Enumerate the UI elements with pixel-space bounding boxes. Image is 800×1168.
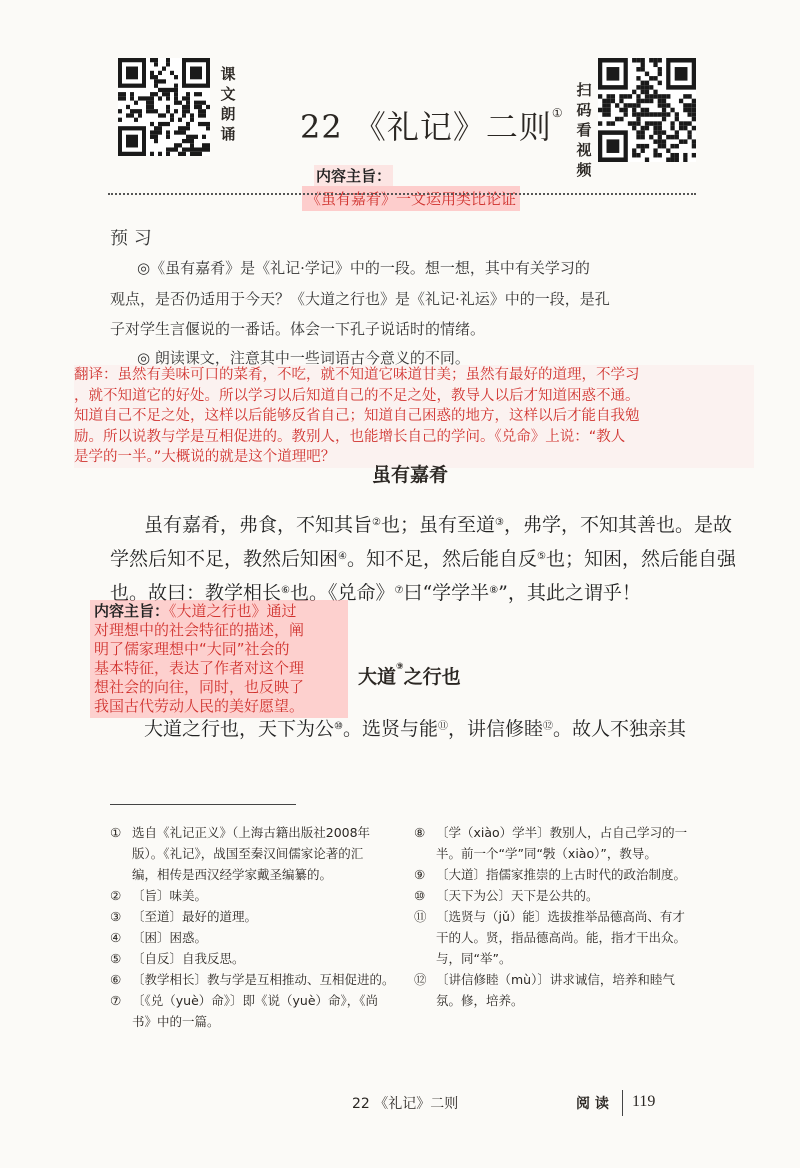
footnote-number: ② [110, 888, 122, 903]
footnote-text: 〔讲信修睦（mù）〕讲求诚信，培养和睦气 氛。修，培养。 [436, 972, 675, 1008]
footnote-item [110, 822, 400, 885]
footnote-number: ⑧ [414, 825, 426, 840]
section-heading-1: 虽有嘉肴 [372, 464, 449, 486]
annotation2-line-4: 基本特征，表达了作者对这个理 [94, 659, 305, 677]
annotation2-line-2: 对理想中的社会特征的描述，阐 [94, 621, 305, 639]
footnote-item [110, 885, 400, 906]
annotation2-line-1: 《大道之行也》通过 [169, 602, 297, 620]
recitation-label: 课 文 朗 诵 [220, 65, 236, 143]
footnote-text: 〔教学相长〕教与学是互相推动、互相促进的。 [132, 972, 395, 987]
annotation-label-1: 内容主旨： [316, 167, 392, 185]
annotation2-line-6: 我国古代劳动人民的美好愿望。 [94, 697, 305, 715]
annotation-block-2 [90, 600, 348, 718]
page-number: 119 [632, 1093, 656, 1110]
footnote-number: ③ [110, 909, 122, 924]
annotation-text-1: 《虽有嘉肴》一文运用类比论证 [302, 186, 520, 211]
footnote-text: 选自《礼记正义》（上海古籍出版社2008年 版）。《礼记》，战国至秦汉间儒家论著的汇 编，相传是西汉经学家戴圣编纂的。 [132, 825, 371, 882]
footnote-number: ⑪ [414, 909, 427, 924]
section1-line-1: 虽有嘉肴，弗食，不知其旨②也；虽有至道③，弗学，不知其善也。是故 [144, 514, 732, 536]
footnote-number: ⑫ [414, 972, 427, 987]
footnote-item [414, 864, 704, 885]
footnote-item [414, 906, 704, 969]
footnote-item [110, 906, 400, 927]
annotation2-line-3: 明了儒家理想中“大同”社会的 [94, 640, 290, 658]
footnote-item [414, 885, 704, 906]
footnote-item [110, 927, 400, 948]
footnote-text: 〔《兑（yuè）命》〕即《说（yuè）命》，《尚 书》中的一篇。 [132, 993, 379, 1029]
translation-line-3: 知道自己不足之处，这样以后能够反省自己；知道自己困惑的地方，这样以后才能自我勉 [74, 408, 640, 424]
translation-line-4: 励。所以说教与学是互相促进的。教别人，也能增长自己的学问。《兑命》上说：“教人 [74, 428, 626, 445]
footnote-number: ⑨ [414, 867, 426, 882]
footnote-number: ④ [110, 930, 122, 945]
footnote-item [110, 990, 400, 1032]
footnote-number: ① [110, 825, 122, 840]
footnote-item [414, 822, 704, 864]
footnote-item [110, 969, 400, 990]
footnote-text: 〔选贤与（jǔ）能〕选拔推举品德高尚、有才 干的人。贤，指品德高尚。能，指才干出众。 与，同“举”。 [436, 909, 687, 966]
translation-note [74, 365, 754, 468]
footnotes-left [110, 822, 400, 1032]
qr-code-left[interactable] [118, 58, 210, 156]
section2-line-1: 大道之行也，天下为公⑩。选贤与能⑪，讲信修睦⑫。故人不独亲其 [144, 718, 687, 740]
preview-line-4: ◎ 朗读课文，注意其中一些词语古今意义的不同。 [137, 349, 470, 367]
footnote-text: 〔天下为公〕天下是公共的。 [436, 888, 599, 903]
footnote-text: 〔自反〕自我反思。 [132, 951, 245, 966]
footnote-text: 〔学（xiào）学半〕教别人，占自己学习的一 半。前一个“学”同“斅（xiào）”，教导。 [436, 825, 688, 861]
annotation2-line-5: 想社会的向往，同时，也反映了 [94, 678, 305, 696]
footnote-number: ⑤ [110, 951, 122, 966]
footnote-text: 〔大道〕指儒家推崇的上古时代的政治制度。 [436, 867, 687, 882]
footer-running-title: 22 《礼记》二则 [352, 1096, 459, 1112]
section1-line-2: 学然后知不足，教然后知困④。知不足，然后能自反⑤也；知困，然后能自强 [110, 548, 736, 570]
annotation-label-2: 内容主旨： [94, 602, 170, 620]
footnote-item [110, 948, 400, 969]
qr-code-right[interactable] [598, 58, 696, 162]
translation-line-2: ，就不知道它的好处。所以学习以后知道自己的不足之处，教导人以后才知道困惑不通。 [74, 387, 640, 404]
translation-line-5: 是学的一半。”大概说的就是这个道理吧？ [74, 449, 336, 465]
title-footnote-ref: ① [551, 106, 564, 120]
footnotes-right [414, 822, 704, 1011]
footer-divider [622, 1090, 623, 1116]
section1-line-3: 也。故曰：教学相长⑥也。《兑命》⑦曰“学学半⑧”，其此之谓乎！ [110, 582, 641, 604]
footnote-rule [110, 804, 296, 805]
footer-section: 阅 读 [576, 1096, 609, 1112]
preview-line-3: 子对学生言偃说的一番话。体会一下孔子说话时的情绪。 [110, 320, 486, 338]
preview-heading: 预 习 [110, 228, 152, 249]
footnote-number: ⑩ [414, 888, 426, 903]
translation-line-1: 翻译：虽然有美味可口的菜肴，不吃，就不知道它味道甘美；虽然有最好的道理，不学习 [74, 367, 640, 383]
footnote-number: ⑦ [110, 993, 122, 1008]
footnote-number: ⑥ [110, 972, 122, 987]
preview-line-2: 观点，是否仍适用于今天？《大道之行也》是《礼记·礼运》中的一段，是孔 [110, 290, 610, 308]
footnote-text: 〔旨〕味美。 [132, 888, 208, 903]
footnote-text: 〔困〕困惑。 [132, 930, 208, 945]
section-heading-2: 大道⑨之行也 [358, 662, 461, 688]
footnote-item [414, 969, 704, 1011]
video-label: 扫 码 看 视 频 [576, 81, 592, 179]
lesson-title: 22 《礼记》二则① [300, 106, 564, 146]
footnote-text: 〔至道〕最好的道理。 [132, 909, 258, 924]
preview-line-1: ◎《虽有嘉肴》是《礼记·学记》中的一段。想一想，其中有关学习的 [137, 259, 590, 277]
divider-dotted [108, 193, 696, 195]
